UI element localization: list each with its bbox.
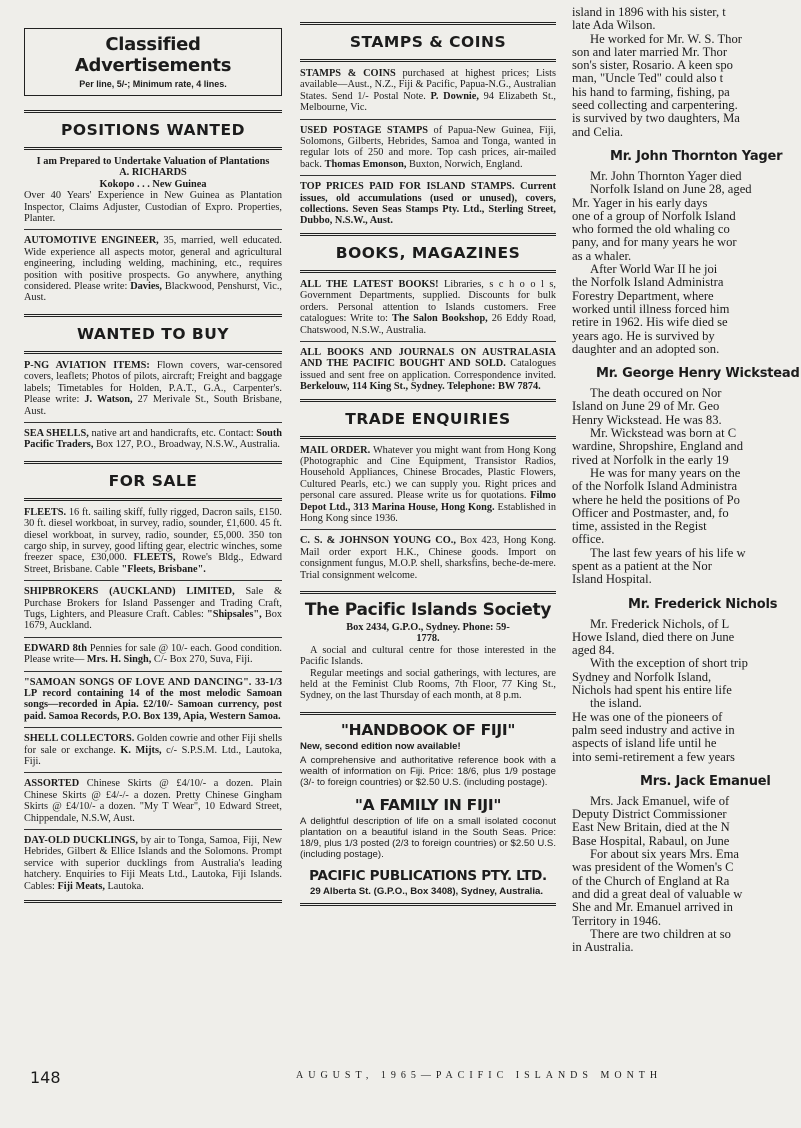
obit-line: Henry Wickstead. He was 83.: [572, 412, 722, 427]
obit-line: of the Norfolk Island Administra: [572, 479, 738, 494]
ad-samoan-songs: "SAMOAN SONGS OF LOVE AND DANCING". 33-1/3 LP record containing 14 of the most melodic Samoan songs—recorded in Apia. £2/10/- Samoan currency, post paid. Samoa Records, P.O. Box 139, Apia, Western Samoa.: [24, 676, 282, 722]
obit-line: the island.: [590, 696, 642, 711]
obit-line: rived at Norfolk in the early 19: [572, 452, 729, 467]
obit-line: daughter and an adopted son.: [572, 341, 720, 356]
obit-line: The last few years of his life w: [590, 545, 746, 560]
column-left: [24, 16, 282, 909]
ad-shipbrokers: SHIPBROKERS (AUCKLAND) LIMITED, Sale & Purchase Brokers for Island Passenger and Trading Craft, Tugs, Lighters, and Pleasure Craft. Cables: "Shipsales", Box 1679, Auckland.: [24, 586, 282, 632]
obit-nichols: [572, 618, 801, 764]
ad-mail-order: MAIL ORDER. Whatever you might want from Hong Kong (Photographic and Cine Equipment, Transistor Radios, Household Appliances, Chinese Brocades, Plastic Flowers, Cultured Pearls, etc.) we can supply you. Right prices and personal care assured. Please write us for quotations. Filmo Depot Ltd., 313 Marina House, Hong Kong. Established in Hong Kong since 1936.: [300, 444, 556, 524]
handbook-title: "HANDBOOK OF FIJI": [340, 720, 516, 739]
classified-rate: Per line, 5/-; Minimum rate, 4 lines.: [79, 79, 227, 89]
ad-richards: I am Prepared to Undertake Valuation of Plantations A. RICHARDS Kokopo . . . New Guinea Over 40 Years' Experience in New Guinea as Plantation Inspector, Claims Adjuster, Custodian of Expro. Properties, Planter.: [24, 156, 282, 225]
obit-intro: [572, 6, 801, 139]
obit-line: Mrs. Jack Emanuel, wife of: [590, 793, 730, 808]
books-heading: BOOKS, MAGAZINES: [335, 243, 521, 262]
obit-line: There are two children at so: [590, 926, 731, 941]
obit-line: He was one of the pioneers of: [572, 709, 723, 724]
ad-automotive-engineer: AUTOMOTIVE ENGINEER, 35, married, well educated. Wide experience all aspects motor, general and agricultural engineering, including welding, machining, etc., requires position with positive prospects. Go anywhere, anything considered. Please write: Davies, Blackwood, Penshurst, Vic., Aust.: [24, 235, 282, 304]
obit-line: She and Mr. Emanuel arrived in: [572, 900, 733, 915]
obit-line: Territory in 1946.: [572, 913, 662, 928]
obit-line: pany, and for many years he wor: [572, 235, 737, 250]
obit-line: the Norfolk Island Administra: [572, 275, 724, 290]
obit-emanuel-title: Mrs. Jack Emanuel: [640, 773, 771, 789]
obit-line: of the Church of England at Ra: [572, 873, 730, 888]
ad-used-postage: USED POSTAGE STAMPS of Papua-New Guinea, Fiji, Solomons, Gilberts, Hebrides, Samoa and Tonga, wanted in regular lots of 250 and more. Top cash prices, air-mailed back. Thomas Emonson, Buxton, Norwich, England.: [300, 124, 557, 170]
for-sale-heading: FOR SALE: [108, 471, 198, 490]
classified-header: [24, 28, 282, 96]
obit-line: seed collecting and carpentering.: [572, 98, 738, 113]
ad-shell-collectors: SHELL COLLECTORS. Golden cowrie and other Fiji shells for sale or exchange. K. Mijts, c/- S.P.S.M. Ltd., Lautoka, Fiji.: [24, 733, 283, 768]
ad-fleets: FLEETS. 16 ft. sailing skiff, fully rigged, Dacron sails, £150. 30 ft. diesel workboat, in survey, radio, sounder, £1,600. 45 ft. diesel workboat, in survey, radio, sounder, £5,000. 350 ton cargo ship, in survey, good lifting gear, electric winches, some freezer space, £30,000. FLEETS, Rowe's Bldg., Edward Street, Brisbane. Cable "Fleets, Brisbane".: [24, 506, 282, 575]
obit-line: Norfolk Island on June 28, aged: [590, 182, 752, 197]
obit-line: Island Hospital.: [572, 572, 652, 587]
ad-young-co: C. S. & JOHNSON YOUNG CO., Box 423, Hong Kong. Mail order export H.K., Chinese goods. Import on consignment fungus, M.O.P. shell, sharksfins, beche-de-mere. Trial consignment welcome.: [300, 535, 556, 581]
obit-line: Officer and Postmaster, and, fo: [572, 505, 729, 520]
ad-top-prices: TOP PRICES PAID FOR ISLAND STAMPS. Current issues, old accumulations (used or unused), covers, collections. Seven Seas Stamps Pty. Ltd., Sterling Street, Dubbo, N.S.W., Aust.: [300, 181, 556, 227]
column-right: [572, 6, 801, 954]
obit-line: was president of the Women's C: [572, 860, 734, 875]
obit-line: With the exception of short trip: [590, 656, 748, 671]
obit-line: office.: [572, 532, 605, 547]
page-footer: AUGUST, 1965—PACIFIC ISLANDS MONTH: [296, 1070, 663, 1081]
family-title: "A FAMILY IN FIJI": [354, 795, 502, 814]
obit-line: Mr. John Thornton Yager died: [590, 168, 742, 183]
obit-yager-title: Mr. John Thornton Yager: [610, 148, 783, 164]
obit-line: retire in 1962. His wife died se: [572, 315, 728, 330]
obit-line: wardine, Shropshire, England and: [572, 439, 744, 454]
obit-wickstead-title: Mr. George Henry Wickstead: [596, 366, 800, 382]
handbook-body: A comprehensive and authoritative reference book with a wealth of information on Fiji. Price: 18/6, plus 1/9 postage (3/- to foreign countries) or $2.50 U.S. (including postage).: [300, 754, 556, 788]
obit-line: is survived by two daughters, Ma: [572, 111, 740, 126]
society-box: The Pacific Islands Society Box 2434, G.P.O., Sydney. Phone: 59-1778. A social and cultural centre for those interested in the Pacific Islands. Regular meetings and social gatherings, with lectures, are held at the Feminist Club Rooms, 7th Floor, 77 King St., Sydney, on the last Thursday of each month, at 8 p.m.: [300, 600, 556, 702]
obit-line: Mr. Frederick Nichols, of L: [590, 616, 730, 631]
obit-line: He was for many years on the: [590, 465, 741, 480]
ad-pennies: EDWARD 8th Pennies for sale @ 10/- each. Good condition. Please write— Mrs. H. Singh, C/- Box 270, Suva, Fiji.: [24, 642, 282, 666]
obit-line: Mr. Yager in his early days: [572, 195, 708, 210]
page-number: 148: [30, 1068, 61, 1087]
publisher-name: PACIFIC PUBLICATIONS PTY. LTD.: [309, 867, 547, 884]
obit-line: Mr. Wickstead was born at C: [590, 426, 737, 441]
ad-ducklings: DAY-OLD DUCKLINGS, by air to Tonga, Samoa, Fiji, New Hebrides, Gilbert & Ellice Islands and the Solomons. Prompt service with superior ducklings from Australia's leading hatchery. Enquiries to Fiji Meats Ltd., Lautoka, Fiji Islands. Cables: Fiji Meats, Lautoka.: [24, 835, 282, 892]
ad-aviation-items: P-NG AVIATION ITEMS: Flown covers, war-censored covers, leaflets; Photos of pilots, aircraft; Freight and baggage labels; Timetables for Holden, P.A.T., G.A., Carpenter's. Please write: J. Watson, 27 Merivale St., South Brisbane, Aust.: [24, 359, 282, 417]
obit-line: spent as a patient at the Nor: [572, 558, 712, 573]
obit-line: in Australia.: [572, 940, 634, 955]
obit-line: into semi-retirement a few years: [572, 749, 735, 764]
obit-line: The death occured on Nor: [590, 386, 722, 401]
obit-line: He worked for Mr. W. S. Thor: [590, 31, 742, 46]
obit-wickstead: [572, 387, 801, 586]
obit-line: Island on June 29 of Mr. Geo: [572, 399, 720, 414]
ad-berkelouw: ALL BOOKS AND JOURNALS ON AUSTRALASIA AND THE PACIFIC BOUGHT AND SOLD. Catalogues issued and sent free on application. Correspondence invited. Berkelouw, 114 King St., Sydney. Telephone: BW 7874.: [300, 346, 556, 393]
obit-line: Sydney and Norfolk Island,: [572, 669, 712, 684]
obit-line: one of a group of Norfolk Island: [572, 208, 736, 223]
handbook-subtitle: New, second edition now available!: [300, 740, 461, 752]
obit-line: who formed the old whaling co: [572, 222, 730, 237]
obit-line: and did a great deal of valuable w: [572, 886, 743, 901]
stamps-heading: STAMPS & COINS: [349, 33, 507, 51]
obit-line: aspects of island life until he: [572, 736, 717, 751]
obit-line: years ago. He is survived by: [572, 328, 715, 343]
obit-line: East New Britain, died at the N: [572, 820, 730, 835]
obit-line: where he held the positions of Po: [572, 492, 740, 507]
obit-line: man, "Uncle Ted" could also t: [572, 71, 724, 86]
obit-line: son's sister, Rosario. A keen spo: [572, 58, 733, 73]
obit-emanuel: [572, 795, 801, 955]
wanted-to-buy-heading: WANTED TO BUY: [76, 324, 230, 343]
obit-line: aged 84.: [572, 643, 615, 658]
obit-line: worked until illness forced him: [572, 301, 730, 316]
obit-nichols-title: Mr. Frederick Nichols: [628, 596, 778, 612]
obit-line: son and later married Mr. Thor: [572, 44, 728, 59]
obit-line: late Ada Wilson.: [572, 18, 656, 33]
obit-line: as a whaler.: [572, 248, 632, 263]
obit-line: and Celia.: [572, 124, 624, 139]
obit-line: Forestry Department, where: [572, 288, 714, 303]
classified-title: Classified Advertisements: [74, 34, 232, 76]
ad-stamps-coins: STAMPS & COINS purchased at highest prices; Lists available—Aust., N.Z., Fiji & Pacific, Papua-N.G., Australian States. Send 1/- Postal Note. P. Downie, 94 Elizabeth St., Melbourne, Vic.: [300, 68, 557, 114]
obit-line: For about six years Mrs. Ema: [590, 847, 740, 862]
society-title: The Pacific Islands Society: [304, 600, 552, 620]
obit-line: After World War II he joi: [590, 262, 718, 277]
obit-line: his hand to farming, fishing, pa: [572, 84, 730, 99]
publisher-address: 29 Alberta St. (G.P.O., Box 3408), Sydney, Australia.: [310, 885, 543, 897]
obit-line: palm seed industry and active in: [572, 722, 735, 737]
ad-latest-books: ALL THE LATEST BOOKS! Libraries, s c h o o l s, Government Departments, supplied. Discounts for bulk orders. Personal attention to Islands customers. Free catalogues: Write to: The Salon Bookshop, 26 Eddy Road, Chatswood, N.S.W., Australia.: [300, 278, 557, 336]
obit-line: Nichols had spent his entire life: [572, 683, 732, 698]
obit-line: Deputy District Commissioner: [572, 807, 727, 822]
ad-chinese-skirts: ASSORTED Chinese Skirts @ £4/10/- a dozen. Plain Chinese Skirts @ £4/-/- a dozen. Pretty Chinese Gingham Skirts @ £4/10/- a dozen. "My T Wear", 10 Edward Street, Chippendale, N.S.W, Aust.: [24, 778, 282, 824]
obit-line: time, assisted in the Regist: [572, 519, 707, 534]
positions-wanted-heading: POSITIONS WANTED: [61, 121, 245, 139]
obit-line: island in 1896 with his sister, t: [572, 6, 726, 19]
column-middle: [300, 16, 556, 912]
ad-sea-shells: SEA SHELLS, native art and handicrafts, etc. Contact: South Pacific Traders, Box 127, P.O., Broadway, N.S.W., Australia.: [24, 427, 283, 451]
obit-line: Base Hospital, Rabaul, on June: [572, 833, 730, 848]
trade-heading: TRADE ENQUIRIES: [345, 409, 511, 428]
obit-line: Howe Island, died there on June: [572, 629, 735, 644]
family-body: A delightful description of life on a small isolated coconut plantation on a beautiful island in the South Seas. Price: 18/9, plus 1/3 posted (2/3 to foreign countries) or $2.50 U.S. (including postage).: [300, 815, 556, 860]
obit-yager: [572, 170, 801, 356]
